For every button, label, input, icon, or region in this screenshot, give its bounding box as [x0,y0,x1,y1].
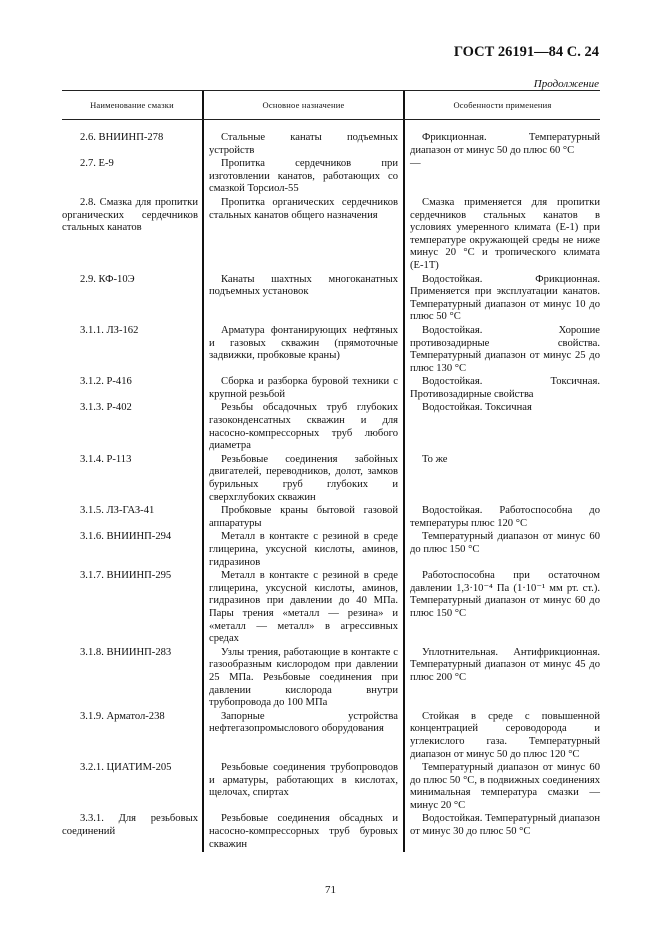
lubricant-name: 2.6. ВНИИНП-278 [80,132,164,143]
column-header-features: Особенности применения [453,100,552,110]
features-cell: Работоспособна при остаточном давлении 1,3·10⁻⁴ Па (1·10⁻¹ мм рт. ст.). Температурный диапазон от минус 60 до плюс 150 °С [410,570,600,619]
features-cell: Фрикционная. Температурный диапазон от минус 50 до плюс 60 °С [410,132,600,156]
table-row [62,454,600,505]
table-row [62,762,600,813]
table-row [62,505,600,531]
purpose-cell: Резьбовые соединения забойных двигателей, переводников, долот, замков бурильных груб глубоких и сверхглубоких скважин [202,454,405,505]
features-cell: Водостойкая. Хорошие противозадирные свойства. Температурный диапазон от минус 25 до плюс 130 °С [410,324,600,374]
purpose-cell: Арматура фонтанирующих нефтяных и газовых скважин (прямоточные задвижки, пробковые краны) [202,325,405,376]
lubricant-name: 3.1.1. ЛЗ-162 [80,324,139,336]
lubricant-name: 2.9. КФ-10Э [80,273,135,285]
lubricant-name: 3.3.1. Для резьбовых соединений [62,813,198,838]
table-row [62,158,600,197]
lubricant-name: 3.1.9. Арматол-238 [80,710,165,722]
purpose-cell: Металл в контакте с резиной в среде глицерина, уксусной кислоты, аминов, гидразинов при давлении до 40 МПа. Пары трения «металл — резина» и «металл — металл» в агрессивных средах [202,570,405,647]
table-row [62,711,600,762]
lubricant-name: 3.1.3. Р-402 [80,402,132,414]
table-row [62,531,600,570]
lubricant-name: 3.1.8. ВНИИНП-283 [80,646,172,658]
purpose-cell: Пробковые краны бытовой газовой аппаратуры [202,505,405,531]
features-cell: Водостойкая. Фрикционная. Применяется при эксплуатации канатов. Температурный диапазон от минус 10 до плюс 50 °С [410,273,600,323]
features-cell: Водостойкая. Температурный диапазон от минус 30 до плюс 50 °С [410,813,600,838]
table-row [62,402,600,453]
purpose-cell: Запорные устройства нефтегазопромыслового оборудования [202,711,405,762]
features-cell: Водостойкая. Токсичная [422,402,532,414]
features-cell: Водостойкая. Токсичная. Противозадирные свойства [410,376,600,400]
table-row [62,132,600,158]
table-row [62,197,600,274]
page-number: 71 [325,884,336,897]
table-spacer [62,120,600,132]
continuation-label: Продолжение [533,78,599,90]
purpose-cell: Канаты шахтных многоканатных подъемных установок [202,274,405,325]
purpose-cell: Узлы трения, работающие в контакте с газообразным кислородом при давлении 25 МПа. Резьбовые соединения при давлении кислорода внутри трубопровода до 100 МПа [202,647,405,711]
table-row [62,325,600,376]
lubricant-name: 3.1.6. ВНИИНП-294 [80,531,172,543]
lubricant-name: 3.1.7. ВНИИНП-295 [80,570,172,582]
purpose-cell: Пропитка сердечников при изготовлении канатов, работающих со смазкой Торсиол-55 [202,158,405,197]
lubricants-table [62,90,600,896]
column-header-purpose: Основное назначение [202,91,405,119]
purpose-cell: Пропитка органических сердечников стальных канатов общего назначения [202,197,405,274]
table-header [62,90,600,120]
lubricant-name: 2.8. Смазка для пропитки органических сердечников стальных канатов [62,196,198,234]
purpose-cell: Сборка и разборка буровой техники с крупной резьбой [202,376,405,402]
features-cell: То же [422,453,448,465]
table-row [62,813,600,852]
purpose-cell: Резьбы обсадочных труб глубоких газоконденсатных скважин и для насосно-компрессорных труб любого диаметра [202,402,405,453]
table-row [62,570,600,647]
lubricant-name: 3.1.2. Р-416 [80,376,132,388]
table-body [62,132,600,852]
features-cell: Уплотнительная. Антифрикционная. Температурный диапазон от минус 45 до плюс 200 °С [410,646,600,683]
purpose-cell: Резьбовые соединения обсадных и насосно-компрессорных труб буровых скважин [202,813,405,852]
table-row [62,274,600,325]
features-cell: Водостойкая. Работоспособна до температуры плюс 120 °С [410,505,600,529]
features-cell: Стойкая в среде с повышенной концентрацией сероводорода и углекислого газа. Температурный диапазон от минус 50 до плюс 120 °С [410,710,600,760]
document-header: ГОСТ 26191—84 С. 24 [453,44,599,60]
features-cell: Смазка применяется для пропитки сердечников стальных канатов в условиях умеренного климата (Е-1) при температуре окружающей среды не ниже минус 20 °С и тропического климата (Е-1Т) [410,196,600,271]
purpose-cell: Металл в контакте с резиной в среде глицерина, уксусной кислоты, аминов, гидразинов [202,531,405,570]
lubricant-name: 3.1.4. Р-113 [80,453,132,465]
features-cell: Температурный диапазон от минус 60 до плюс 150 °С [410,531,600,555]
column-header-name: Наименование смазки [90,100,174,110]
features-cell: Температурный диапазон от минус 60 до плюс 50 °С, в подвижных соединениях минимальная температура смазки — минус 20 °С [410,762,600,811]
purpose-cell: Стальные канаты подъемных устройств [202,132,405,158]
lubricant-name: 3.1.5. ЛЗ-ГАЗ-41 [80,505,155,517]
features-cell: — [410,158,421,170]
purpose-cell: Резьбовые соединения трубопроводов и арматуры, работающих в кислотах, щелочах, спиртах [202,762,405,813]
table-row [62,647,600,711]
lubricant-name: 2.7. Е-9 [80,158,114,170]
lubricant-name: 3.2.1. ЦИАТИМ-205 [80,762,172,774]
table-row [62,376,600,402]
